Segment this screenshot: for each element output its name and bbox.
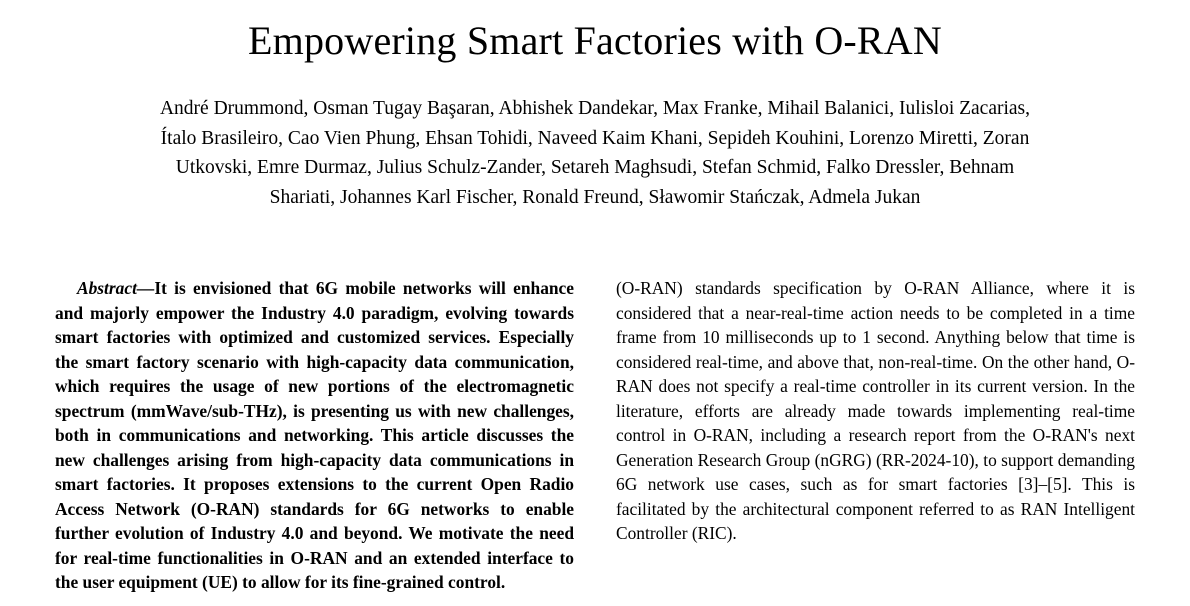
intro-paragraph: (O-RAN) standards specification by O-RAN Alliance, where it is considered that a near-real-time action needs to be completed in a time frame from 10 milliseconds up to 1 second. Anything below that time is considered real-time, and above that, non-real-time. On the other hand, O-RAN does not specify a real-time controller in its current version. In the literature, efforts are already made towards implementing real-time control in O-RAN, including a research report from the O-RAN's next Generation Research Group (nGRG) (RR-2024-10), to support demanding 6G network use cases, such as for smart factories [3]–[5]. This is facilitated by the architectural component referred to as RAN Intelligent Controller (RIC). [616, 278, 1135, 544]
abstract-label: Abstract— [77, 278, 155, 298]
author-list [57, 94, 1133, 213]
author-line: Shariati, Johannes Karl Fischer, Ronald Freund, Sławomir Stańczak, Admela Jukan [269, 186, 921, 208]
author-line: Ítalo Brasileiro, Cao Vien Phung, Ehsan Tohidi, Naveed Kaim Khani, Sepideh Kouhini, Lorenzo Miretti, Zoran [160, 127, 1030, 149]
body-columns [55, 276, 1135, 595]
author-line: André Drummond, Osman Tugay Başaran, Abhishek Dandekar, Max Franke, Mihail Balanici, Iulisloi Zacarias, [159, 98, 1031, 119]
author-line: Utkovski, Emre Durmaz, Julius Schulz-Zander, Setareh Maghsudi, Stefan Schmid, Falko Dressler, Behnam [175, 157, 1015, 179]
abstract-paragraph [55, 276, 574, 595]
abstract-text: It is envisioned that 6G mobile networks will enhance and majorly empower the Industry 4.0 paradigm, evolving towards smart factories with optimized and customized services. Especially the smart factory scenario with high-capacity data communication, which requires the usage of new portions of the electromagnetic spectrum (mmWave/sub-THz), is presenting us with new challenges, both in communications and networking. This article discusses the new challenges arising from high-capacity data communications in smart factories. It proposes extensions to the current Open Radio Access Network (O-RAN) standards for 6G networks to enable further evolution of Industry 4.0 and beyond. We motivate the need for real-time functionalities in O-RAN and an extended interface to the user equipment (UE) to allow for its fine-grained control. [55, 278, 574, 593]
page-title: Empowering Smart Factories with O-RAN [248, 18, 942, 63]
abstract-column [55, 276, 574, 595]
paper-page [0, 18, 1190, 606]
intro-column [616, 276, 1135, 595]
